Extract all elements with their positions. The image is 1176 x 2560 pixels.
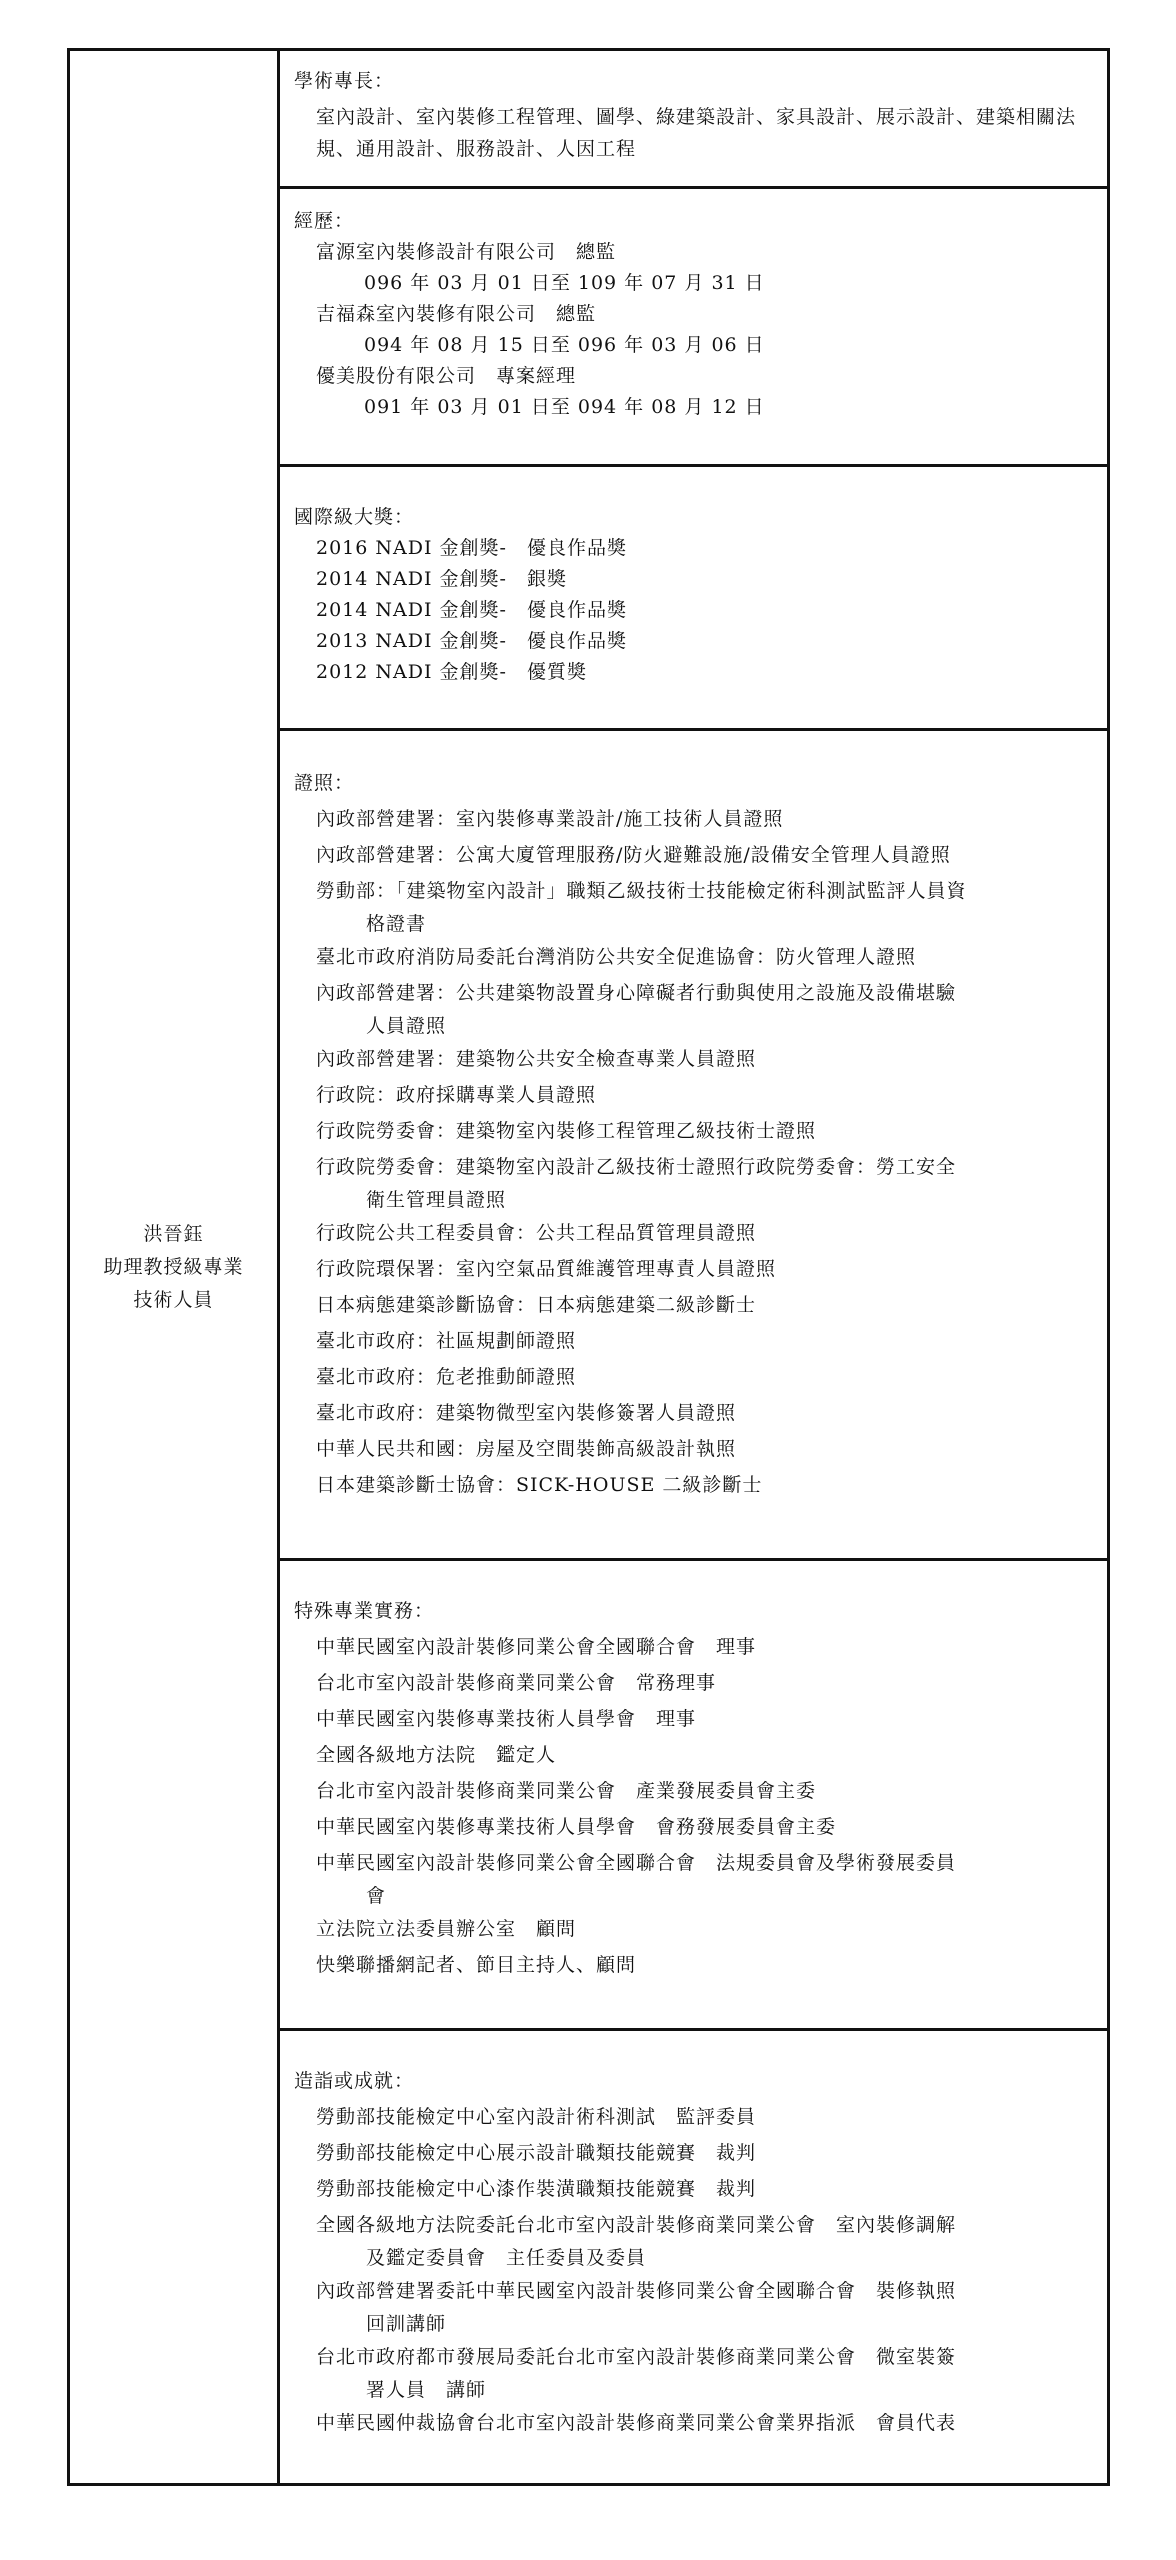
achievement-item [316, 2135, 1087, 2171]
achievement-text: 內政部營建署委託中華民國室內設計裝修同業公會全國聯合會 裝修執照 [316, 2280, 957, 2302]
license-text: 臺北市政府消防局委託台灣消防公共安全促進協會：防火管理人證照 [316, 946, 917, 968]
license-item [316, 1251, 1087, 1287]
achievement-text-continued: 回訓講師 [366, 2313, 447, 2335]
license-text: 臺北市政府：危老推動師證照 [316, 1366, 577, 1388]
special-list [316, 1629, 1087, 1983]
special-text: 中華民國室內裝修專業技術人員學會 會務發展委員會主委 [316, 1816, 837, 1838]
achievement-item [316, 2405, 1087, 2441]
special-item [316, 1809, 1087, 1845]
achievements-heading: 造詣或成就： [294, 2070, 415, 2092]
special-item [316, 1665, 1087, 1701]
awards-section [280, 467, 1107, 731]
license-text: 內政部營建署：建築物公共安全檢查專業人員證照 [316, 1048, 757, 1070]
award-item: 2012 NADI 金創獎- 優質獎 [316, 661, 587, 683]
license-item [316, 1215, 1087, 1251]
achievements-section [280, 2031, 1107, 2483]
license-item [316, 1395, 1087, 1431]
special-item [316, 1773, 1087, 1809]
special-item [316, 1737, 1087, 1773]
person-title-line2: 技術人員 [133, 1288, 214, 1311]
experience-period: 096 年 03 月 01 日至 109 年 07 月 31 日 [364, 272, 765, 294]
license-text: 內政部營建署：室內裝修專業設計/施工技術人員證照 [316, 808, 784, 830]
profile-table [67, 48, 1110, 2486]
award-item: 2014 NADI 金創獎- 銀獎 [316, 568, 567, 590]
special-item [316, 1701, 1087, 1737]
achievement-item [316, 2099, 1087, 2135]
experience-company: 富源室內裝修設計有限公司 總監 [316, 241, 617, 263]
license-text: 臺北市政府：建築物微型室內裝修簽署人員證照 [316, 1402, 737, 1424]
special-text: 台北市室內設計裝修商業同業公會 常務理事 [316, 1672, 717, 1694]
special-item [316, 1845, 1087, 1911]
person-name: 洪晉鈺 [143, 1222, 204, 1245]
special-text: 立法院立法委員辦公室 顧問 [316, 1918, 577, 1940]
award-item: 2014 NADI 金創獎- 優良作品獎 [316, 599, 627, 621]
license-item [316, 1467, 1087, 1503]
license-item [316, 1113, 1087, 1149]
person-info [103, 1218, 243, 1317]
award-item: 2016 NADI 金創獎- 優良作品獎 [316, 537, 627, 559]
achievement-text: 勞動部技能檢定中心漆作裝潢職類技能競賽 裁判 [316, 2178, 757, 2200]
achievement-item [316, 2273, 1087, 2339]
license-item [316, 975, 1087, 1041]
special-text-continued: 會 [366, 1885, 387, 1907]
achievement-text-continued: 署人員 講師 [366, 2379, 487, 2401]
license-text: 日本病態建築診斷協會：日本病態建築二級診斷士 [316, 1294, 757, 1316]
special-text: 中華民國室內裝修專業技術人員學會 理事 [316, 1708, 697, 1730]
experience-period: 094 年 08 月 15 日至 096 年 03 月 06 日 [364, 334, 765, 356]
special-text: 中華民國室內設計裝修同業公會全國聯合會 法規委員會及學術發展委員 [316, 1852, 957, 1874]
achievement-item [316, 2339, 1087, 2405]
achievement-text: 中華民國仲裁協會台北市室內設計裝修商業同業公會業界指派 會員代表 [316, 2412, 957, 2434]
license-item [316, 1041, 1087, 1077]
achievement-item [316, 2207, 1087, 2273]
special-text: 全國各級地方法院 鑑定人 [316, 1744, 557, 1766]
license-item [316, 1287, 1087, 1323]
experience-company: 優美股份有限公司 專案經理 [316, 365, 577, 387]
academic-heading: 學術專長： [294, 70, 395, 92]
license-text: 內政部營建署：公寓大廈管理服務/防火避難設施/設備安全管理人員證照 [316, 844, 951, 866]
achievement-text: 全國各級地方法院委託台北市室內設計裝修商業同業公會 室內裝修調解 [316, 2214, 957, 2236]
license-text: 行政院勞委會：建築物室內設計乙級技術士證照行政院勞委會：勞工安全 [316, 1156, 957, 1178]
license-item [316, 1431, 1087, 1467]
experience-period: 091 年 03 月 01 日至 094 年 08 月 12 日 [364, 396, 765, 418]
award-item: 2013 NADI 金創獎- 優良作品獎 [316, 630, 627, 652]
achievement-item [316, 2171, 1087, 2207]
license-item [316, 837, 1087, 873]
experience-section [280, 189, 1107, 467]
details-column [280, 51, 1107, 2483]
license-text: 勞動部：「建築物室內設計」職類乙級技術士技能檢定術科測試監評人員資 [316, 880, 967, 902]
license-text-continued: 衛生管理員證照 [366, 1189, 507, 1211]
experience-heading: 經歷： [294, 210, 355, 232]
special-item [316, 1629, 1087, 1665]
license-item [316, 801, 1087, 837]
license-text: 中華人民共和國：房屋及空間裝飾高級設計執照 [316, 1438, 737, 1460]
academic-text: 室內設計、室內裝修工程管理、圖學、綠建築設計、家具設計、展示設計、建築相關法規、通用設計、服務設計、人因工程 [316, 106, 1077, 160]
awards-list [316, 533, 1087, 688]
experience-list [316, 237, 1087, 423]
license-text: 行政院環保署：室內空氣品質維護管理專責人員證照 [316, 1258, 777, 1280]
awards-heading: 國際級大獎： [294, 506, 415, 528]
license-text: 日本建築診斷士協會：SICK-HOUSE 二級診斷士 [316, 1474, 763, 1496]
licenses-heading: 證照： [294, 772, 355, 794]
achievements-list [316, 2099, 1087, 2441]
special-practice-section [280, 1561, 1107, 2031]
special-text: 快樂聯播網記者、節目主持人、顧問 [316, 1954, 637, 1976]
person-title-line1: 助理教授級專業 [103, 1255, 244, 1278]
achievement-text: 勞動部技能檢定中心展示設計職類技能競賽 裁判 [316, 2142, 757, 2164]
special-item [316, 1947, 1087, 1983]
license-item [316, 1077, 1087, 1113]
license-item [316, 873, 1087, 939]
special-text: 中華民國室內設計裝修同業公會全國聯合會 理事 [316, 1636, 757, 1658]
achievement-text-continued: 及鑑定委員會 主任委員及委員 [366, 2247, 647, 2269]
license-text: 內政部營建署：公共建築物設置身心障礙者行動與使用之設施及設備堪驗 [316, 982, 957, 1004]
experience-company: 吉福森室內裝修有限公司 總監 [316, 303, 597, 325]
licenses-section [280, 731, 1107, 1561]
achievement-text: 台北市政府都市發展局委託台北市室內設計裝修商業同業公會 微室裝簽 [316, 2346, 957, 2368]
special-text: 台北市室內設計裝修商業同業公會 產業發展委員會主委 [316, 1780, 817, 1802]
special-heading: 特殊專業實務： [294, 1600, 435, 1622]
license-text: 行政院公共工程委員會：公共工程品質管理員證照 [316, 1222, 757, 1244]
license-item [316, 1149, 1087, 1215]
academic-section [280, 51, 1107, 189]
license-text: 行政院：政府採購專業人員證照 [316, 1084, 597, 1106]
special-item [316, 1911, 1087, 1947]
license-text: 行政院勞委會：建築物室內裝修工程管理乙級技術士證照 [316, 1120, 817, 1142]
license-item [316, 1359, 1087, 1395]
achievement-text: 勞動部技能檢定中心室內設計術科測試 監評委員 [316, 2106, 757, 2128]
license-text-continued: 人員證照 [366, 1015, 447, 1037]
name-cell [70, 51, 280, 2483]
license-item [316, 1323, 1087, 1359]
license-text: 臺北市政府：社區規劃師證照 [316, 1330, 577, 1352]
license-item [316, 939, 1087, 975]
license-text-continued: 格證書 [366, 913, 427, 935]
licenses-list [316, 801, 1087, 1503]
